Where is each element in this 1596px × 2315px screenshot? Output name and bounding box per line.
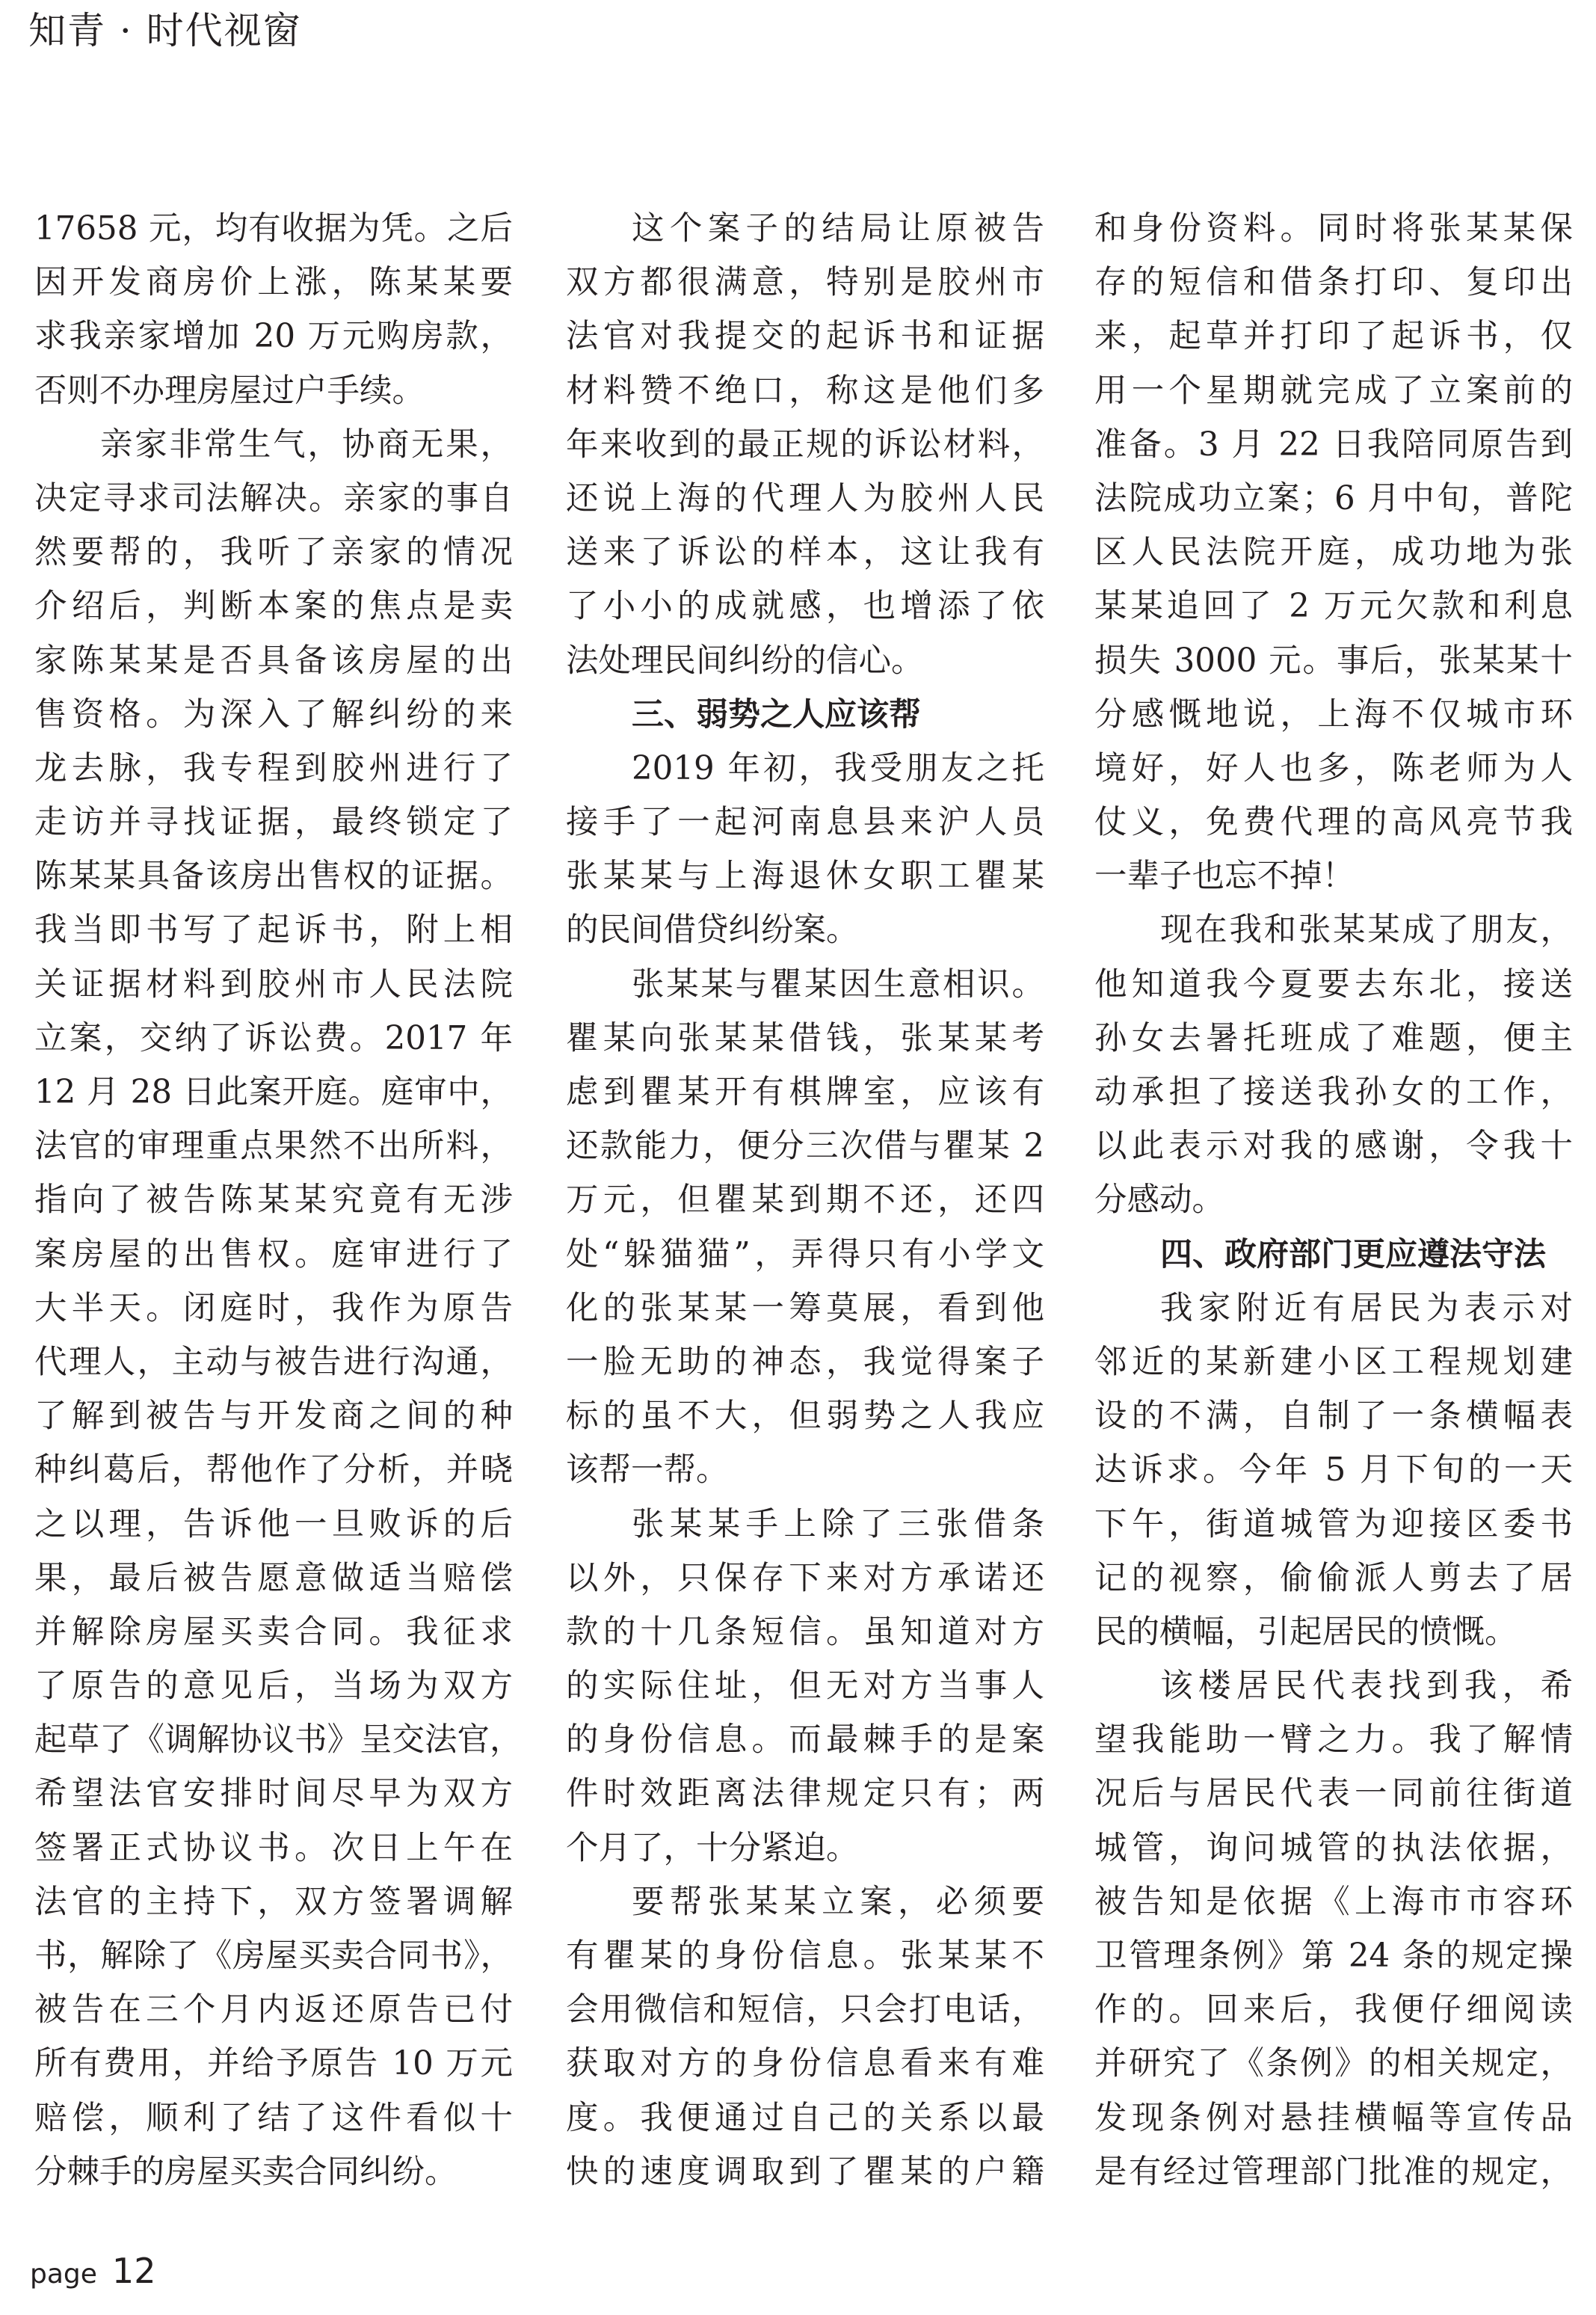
- text-line: 某某追回了 2 万元欠款和利息: [1094, 588, 1573, 626]
- text-line: 被告在三个月内返还原告已付: [34, 1991, 513, 2029]
- text-line: 要帮张某某立案，必须要: [632, 1883, 1044, 1921]
- text-line: 陈某某具备该房出售权的证据。: [34, 858, 513, 896]
- text-line: 法官的主持下，双方签署调解: [34, 1883, 513, 1921]
- text-line: 作的。回来后，我便仔细阅读: [1094, 1991, 1573, 2029]
- article-column-2: [566, 202, 1044, 2199]
- text-line: 款的十几条短信。虽知道对方: [566, 1613, 1044, 1651]
- article-column-1: [34, 202, 523, 2199]
- text-line: 损失 3000 元。事后，张某某十: [1094, 642, 1573, 680]
- text-line: 区人民法院开庭，成功地为张: [1094, 534, 1573, 572]
- text-line: 有瞿某的身份信息。张某某不: [566, 1937, 1044, 1975]
- text-line: 以此表示对我的感谢，令我十: [1094, 1128, 1573, 1166]
- text-line: 该楼居民代表找到我，希: [1160, 1667, 1573, 1706]
- page-header: 知青 · 时代视窗: [28, 9, 302, 52]
- text-line: 所有费用，并给予原告 10 万元: [34, 2045, 513, 2083]
- text-line: 材料赞不绝口，称这是他们多: [566, 372, 1044, 410]
- article-column-3: [1094, 202, 1573, 2199]
- page-number: 12: [111, 2251, 156, 2291]
- text-line: 龙去脉，我专程到胶州进行了: [34, 749, 513, 787]
- text-line: 瞿某向张某某借钱，张某某考: [566, 1019, 1044, 1057]
- page-label: page: [30, 2259, 97, 2290]
- text-line: 卫管理条例》第 24 条的规定操: [1094, 1937, 1573, 1975]
- section-heading: 四、政府部门更应遵法守法: [1160, 1235, 1546, 1273]
- text-line: 会用微信和短信，只会打电话，: [566, 1991, 1044, 2029]
- page-footer: [30, 2251, 155, 2291]
- text-line: 度。我便通过自己的关系以最: [566, 2099, 1044, 2137]
- text-line: 一辈子也忘不掉！: [1094, 858, 1355, 896]
- text-line: 并研究了《条例》的相关规定，: [1094, 2045, 1573, 2083]
- text-line: 代理人，主动与被告进行沟通，: [34, 1343, 513, 1381]
- text-line: 张某某与上海退休女职工瞿某: [566, 858, 1044, 896]
- text-line: 动承担了接送我孙女的工作，: [1094, 1074, 1573, 1111]
- text-line: 赔偿，顺利了结了这件看似十: [34, 2099, 513, 2137]
- text-line: 来，起草并打印了起诉书，仅: [1094, 318, 1573, 356]
- text-line: 分感动。: [1094, 1181, 1224, 1220]
- text-line: 现在我和张某某成了朋友，: [1160, 911, 1573, 950]
- text-line: 被告知是依据《上海市市容环: [1094, 1883, 1573, 1921]
- text-line: 他知道我今夏要去东北，接送: [1094, 965, 1573, 1003]
- text-line: 我当即书写了起诉书，附上相: [34, 911, 513, 950]
- text-line: 况后与居民代表一同前往街道: [1094, 1775, 1573, 1813]
- text-line: 17658 元，均有收据为凭。之后: [34, 210, 513, 248]
- text-line: 签署正式协议书。次日上午在: [34, 1829, 513, 1867]
- text-line: 走访并寻找证据，最终锁定了: [34, 804, 513, 842]
- text-line: 处“躲猫猫”，弄得只有小学文: [566, 1235, 1044, 1273]
- text-line: 个月了，十分紧迫。: [566, 1829, 859, 1867]
- text-line: 决定寻求司法解决。亲家的事自: [34, 479, 513, 517]
- text-line: 下午，街道城管为迎接区委书: [1094, 1505, 1573, 1543]
- text-line: 获取对方的身份信息看来有难: [566, 2045, 1044, 2083]
- text-line: 书，解除了《房屋买卖合同书》，: [34, 1937, 513, 1975]
- section-heading: 三、弱势之人应该帮: [632, 695, 921, 734]
- text-line: 因开发商房价上涨，陈某某要: [34, 264, 513, 302]
- text-line: 该帮一帮。: [566, 1451, 729, 1489]
- text-line: 否则不办理房屋过户手续。: [34, 372, 425, 410]
- text-line: 万元，但瞿某到期不还，还四: [566, 1181, 1044, 1220]
- text-line: 法院成功立案；6 月中旬，普陀: [1094, 479, 1573, 517]
- text-line: 一脸无助的神态，我觉得案子: [566, 1343, 1044, 1381]
- text-line: 12 月 28 日此案开庭。庭审中，: [34, 1074, 513, 1111]
- text-line: 希望法官安排时间尽早为双方: [34, 1775, 513, 1813]
- text-line: 售资格。为深入了解纠纷的来: [34, 695, 513, 734]
- text-line: 张某某与瞿某因生意相识。: [632, 965, 1044, 1003]
- text-line: 仗义，免费代理的高风亮节我: [1094, 804, 1573, 842]
- text-line: 境好，好人也多，陈老师为人: [1094, 749, 1573, 787]
- text-line: 望我能助一臂之力。我了解情: [1094, 1721, 1573, 1759]
- text-line: 法官对我提交的起诉书和证据: [566, 318, 1044, 356]
- text-line: 的实际住址，但无对方当事人: [566, 1667, 1044, 1706]
- text-line: 准备。3 月 22 日我陪同原告到: [1094, 425, 1573, 464]
- text-line: 起草了《调解协议书》呈交法官，: [34, 1721, 523, 1759]
- text-line: 快的速度调取到了瞿某的户籍: [566, 2153, 1044, 2191]
- text-line: 民的横幅，引起居民的愤慨。: [1094, 1613, 1518, 1651]
- text-line: 标的虽不大，但弱势之人我应: [566, 1398, 1044, 1436]
- text-line: 邻近的某新建小区工程规划建: [1094, 1343, 1573, 1381]
- text-line: 我家附近有居民为表示对: [1160, 1289, 1573, 1327]
- text-line: 了原告的意见后，当场为双方: [34, 1667, 513, 1706]
- text-line: 接手了一起河南息县来沪人员: [566, 804, 1044, 842]
- text-line: 分感慨地说，上海不仅城市环: [1094, 695, 1573, 734]
- text-line: 孙女去暑托班成了难题，便主: [1094, 1019, 1573, 1057]
- text-line: 还说上海的代理人为胶州人民: [566, 479, 1044, 517]
- text-line: 达诉求。今年 5 月下旬的一天: [1094, 1451, 1573, 1489]
- text-line: 法处理民间纠纷的信心。: [566, 642, 924, 680]
- text-line: 了小小的成就感，也增添了依: [566, 588, 1044, 626]
- text-line: 用一个星期就完成了立案前的: [1094, 372, 1573, 410]
- text-line: 是有经过管理部门批准的规定，: [1094, 2153, 1573, 2191]
- text-line: 送来了诉讼的样本，这让我有: [566, 534, 1044, 572]
- text-line: 家陈某某是否具备该房屋的出: [34, 642, 513, 680]
- text-line: 分棘手的房屋买卖合同纠纷。: [34, 2153, 457, 2191]
- text-line: 设的不满，自制了一条横幅表: [1094, 1398, 1573, 1436]
- text-line: 和身份资料。同时将张某某保: [1094, 210, 1573, 248]
- text-line: 种纠葛后，帮他作了分析，并晓: [34, 1451, 513, 1489]
- text-line: 介绍后，判断本案的焦点是卖: [34, 588, 513, 626]
- text-line: 年来收到的最正规的诉讼材料，: [566, 425, 1044, 464]
- text-line: 发现条例对悬挂横幅等宣传品: [1094, 2099, 1573, 2137]
- text-line: 城管，询问城管的执法依据，: [1094, 1829, 1573, 1867]
- text-line: 立案，交纳了诉讼费。2017 年: [34, 1019, 513, 1057]
- text-line: 的民间借贷纠纷案。: [566, 911, 859, 950]
- text-line: 大半天。闭庭时，我作为原告: [34, 1289, 513, 1327]
- text-line: 指向了被告陈某某究竟有无涉: [34, 1181, 513, 1220]
- text-line: 还款能力，便分三次借与瞿某 2: [566, 1128, 1044, 1166]
- text-line: 2019 年初，我受朋友之托: [632, 749, 1044, 787]
- text-line: 法官的审理重点果然不出所料，: [34, 1128, 513, 1166]
- text-line: 然要帮的，我听了亲家的情况: [34, 534, 513, 572]
- text-line: 件时效距离法律规定只有；两: [566, 1775, 1044, 1813]
- text-line: 果，最后被告愿意做适当赔偿: [34, 1559, 513, 1597]
- text-line: 张某某手上除了三张借条: [632, 1505, 1044, 1543]
- text-line: 记的视察，偷偷派人剪去了居: [1094, 1559, 1573, 1597]
- text-line: 虑到瞿某开有棋牌室，应该有: [566, 1074, 1044, 1111]
- text-line: 存的短信和借条打印、复印出: [1094, 264, 1573, 302]
- text-line: 案房屋的出售权。庭审进行了: [34, 1235, 513, 1273]
- text-line: 这个案子的结局让原被告: [632, 210, 1044, 248]
- text-line: 以外，只保存下来对方承诺还: [566, 1559, 1044, 1597]
- text-line: 了解到被告与开发商之间的种: [34, 1398, 513, 1436]
- text-line: 的身份信息。而最棘手的是案: [566, 1721, 1044, 1759]
- text-line: 双方都很满意，特别是胶州市: [566, 264, 1044, 302]
- text-line: 亲家非常生气，协商无果，: [100, 425, 513, 464]
- text-line: 并解除房屋买卖合同。我征求: [34, 1613, 513, 1651]
- text-line: 之以理，告诉他一旦败诉的后: [34, 1505, 513, 1543]
- text-line: 关证据材料到胶州市人民法院: [34, 965, 513, 1003]
- text-line: 化的张某某一筹莫展，看到他: [566, 1289, 1044, 1327]
- text-line: 求我亲家增加 20 万元购房款，: [34, 318, 513, 356]
